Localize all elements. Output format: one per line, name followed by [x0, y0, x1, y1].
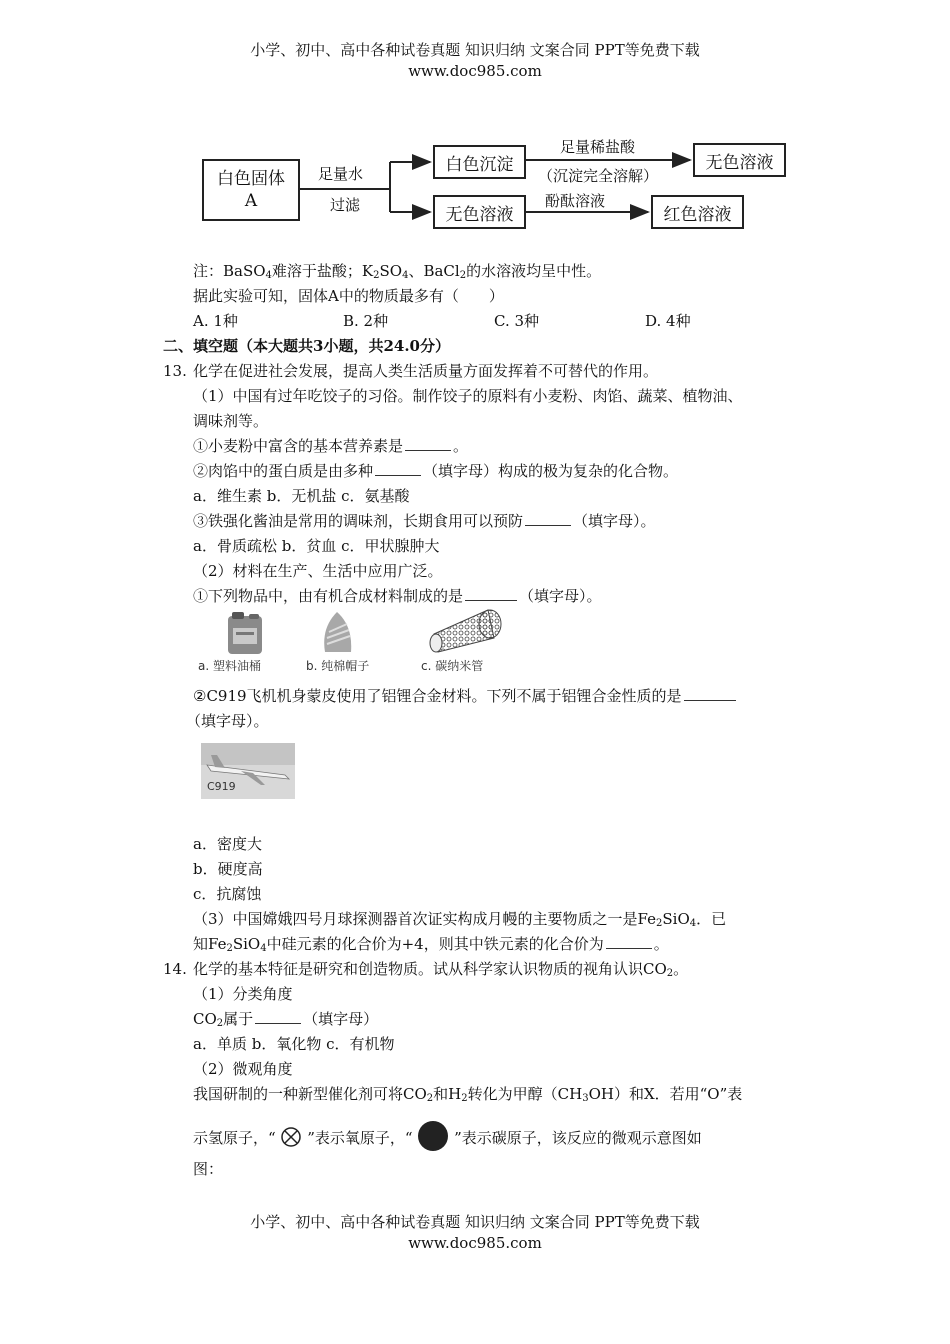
answer-blank[interactable]	[465, 585, 517, 601]
label-phenolphthalein: 酚酞溶液	[545, 192, 606, 210]
image-cotton-hat	[317, 608, 359, 660]
q13-p2-q2-hint: （填字母）。	[186, 712, 269, 730]
q13-p1-q2-options: a．维生素 b．无机盐 c．氨基酸	[193, 487, 410, 505]
label-dissolve: （沉淀完全溶解）	[538, 167, 659, 185]
q13-p1-q2: ②肉馅中的蛋白质是由多种 （填字母）构成的极为复杂的化合物。	[193, 462, 679, 480]
carbon-atom-icon	[417, 1120, 449, 1152]
q13-p2-option-b[interactable]: b．硬度高	[193, 860, 263, 878]
q14-number: 14.	[163, 960, 187, 978]
q13-number: 13.	[163, 362, 187, 380]
q13-p1-q1: ①小麦粉中富含的基本营养素是 。	[193, 437, 469, 455]
q12-option-c[interactable]: C. 3种	[494, 312, 540, 330]
q12-option-a[interactable]: A. 1种	[193, 312, 238, 330]
q13-p2-q1: ①下列物品中，由有机合成材料制成的是 （填字母）。	[193, 587, 602, 605]
oxygen-atom-icon	[280, 1126, 302, 1148]
box-colorless-solution-end: 无色溶液	[693, 143, 786, 177]
q13-p2-q2: ②C919飞机机身蒙皮使用了铝锂合金材料。下列不属于铝锂合金性质的是	[193, 685, 738, 707]
caption-carbon-nanotube: c. 碳纳米管	[421, 659, 484, 673]
q12-option-d[interactable]: D. 4种	[645, 312, 691, 330]
answer-blank[interactable]	[255, 1008, 301, 1024]
box-white-solid-line2: A	[244, 191, 258, 211]
q14-p2-title: （2）微观角度	[193, 1060, 293, 1078]
q13-p3-line1: （3）中国嫦娥四号月球探测器首次证实构成月幔的主要物质之一是$Fe_2SiO_4$．已	[193, 910, 727, 929]
image-c919-plane	[201, 743, 295, 803]
header-url: www.doc985.com	[408, 62, 542, 80]
q12-option-b[interactable]: B. 2种	[343, 312, 389, 330]
q14-intro: 化学的基本特征是研究和创造物质。试从科学家认识物质的视角认识$CO_2$。	[193, 960, 689, 979]
label-filter: 过滤	[330, 196, 361, 214]
caption-cotton-hat: b. 纯棉帽子	[306, 659, 370, 673]
footer-url: www.doc985.com	[408, 1234, 542, 1252]
q13-p1-line1: （1）中国有过年吃饺子的习俗。制作饺子的原料有小麦粉、肉馅、蔬菜、植物油、	[193, 387, 743, 405]
q14-p2-line2: 示氢原子，“ ”表示氧原子，“ ”表示碳原子，该反应的微观示意图如	[193, 1120, 702, 1152]
q13-intro: 化学在促进社会发展，提高人类生活质量方面发挥着不可替代的作用。	[193, 362, 659, 380]
q13-p2-option-c[interactable]: c．抗腐蚀	[193, 885, 262, 903]
q13-p1-line2: 调味剂等。	[193, 412, 269, 430]
label-water: 足量水	[318, 165, 364, 183]
q14-p1-title: （1）分类角度	[193, 985, 293, 1003]
q14-p1-question: $CO_2$属于 （填字母）	[193, 1010, 379, 1029]
box-white-solid-line1: 白色固体	[217, 169, 285, 189]
q14-p2-line3: 图：	[193, 1160, 224, 1178]
q14-p1-options: a．单质 b．氧化物 c．有机物	[193, 1035, 395, 1053]
header-line1: 小学、初中、高中各种试卷真题 知识归纳 文案合同 PPT等免费下载	[250, 41, 700, 59]
box-red-solution: 红色溶液	[651, 195, 744, 229]
answer-blank[interactable]	[375, 460, 421, 476]
q12-note: 注：BaSO$_4$难溶于盐酸；$K_2SO_4$、BaCl$_2$的水溶液均呈中性。	[193, 262, 602, 281]
footer-line1: 小学、初中、高中各种试卷真题 知识归纳 文案合同 PPT等免费下载	[250, 1213, 700, 1231]
image-plastic-oil-barrel	[222, 608, 270, 660]
caption-plastic-oil-barrel: a. 塑料油桶	[198, 659, 261, 673]
q13-p3-line2: 知$Fe_2SiO_4$中硅元素的化合价为+4，则其中铁元素的化合价为 。	[193, 935, 669, 954]
label-dilute-hcl: 足量稀盐酸	[560, 138, 636, 156]
answer-blank[interactable]	[684, 685, 736, 701]
q13-p1-q3-options: a．骨质疏松 b．贫血 c．甲状腺肿大	[193, 537, 440, 555]
image-carbon-nanotube	[428, 606, 504, 660]
q14-p2-line1: 我国研制的一种新型催化剂可将$CO_2$和$H_2$转化为甲醇$(CH_3OH)$和X．若用“O”表	[193, 1085, 743, 1104]
box-white-precipitate: 白色沉淀	[433, 145, 526, 179]
answer-blank[interactable]	[606, 933, 652, 949]
q12-stem: 据此实验可知，固体A中的物质最多有（ ）	[193, 287, 504, 305]
q13-p2-intro: （2）材料在生产、生活中应用广泛。	[193, 562, 443, 580]
answer-blank[interactable]	[405, 435, 451, 451]
q13-p1-q3: ③铁强化酱油是常用的调味剂，长期食用可以预防 （填字母）。	[193, 512, 656, 530]
box-colorless-solution-mid: 无色溶液	[433, 195, 526, 229]
plane-label: C919	[207, 780, 236, 793]
section2-heading: 二、填空题（本大题共3小题，共24.0分）	[163, 337, 450, 355]
q13-p2-option-a[interactable]: a．密度大	[193, 835, 262, 853]
answer-blank[interactable]	[525, 510, 571, 526]
page-footer	[0, 1212, 950, 1254]
